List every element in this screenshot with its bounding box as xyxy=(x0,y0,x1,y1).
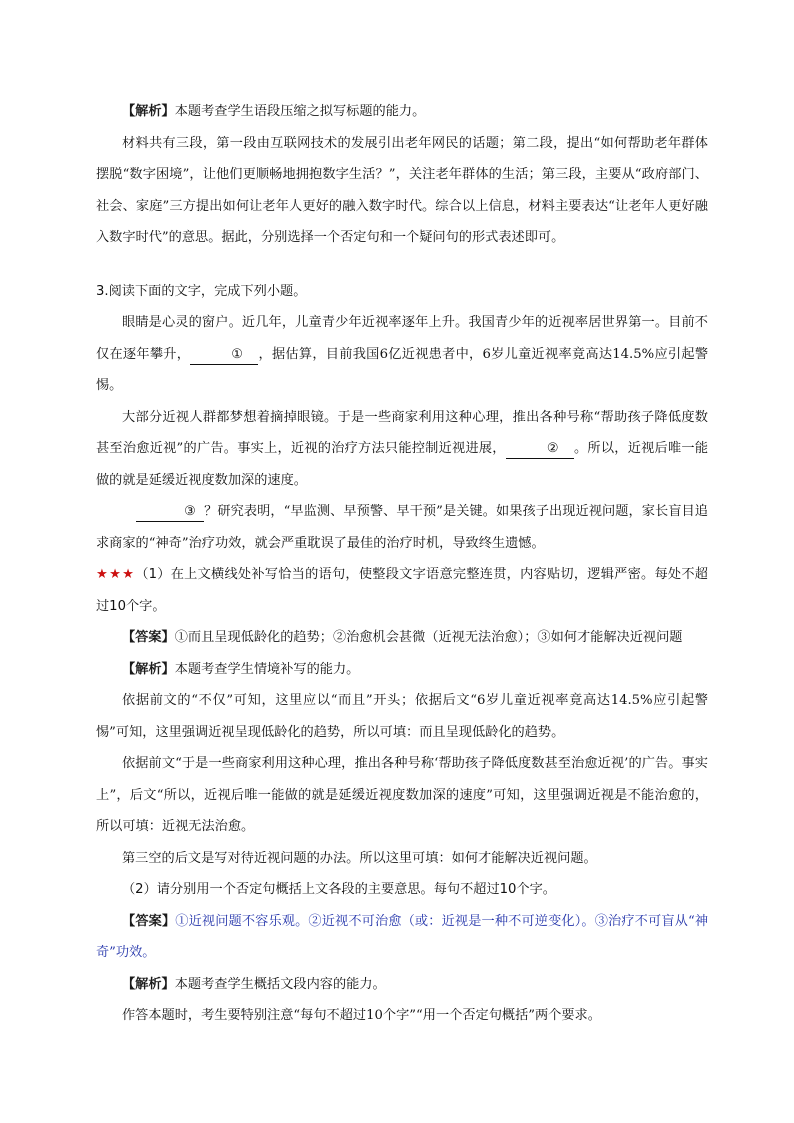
analysis-text: 本题考查学生情境补写的能力。 xyxy=(174,661,360,677)
analysis-text: 本题考查学生语段压缩之拟写标题的能力。 xyxy=(174,104,426,119)
material-summary-paragraph: 材料共有三段，第一段由互联网技术的发展引出老年网民的话题；第二段，提出“如何帮助老年群体摆脱“数字困境”，让他们更顺畅地拥抱数字生活？”，关注老年群体的生活；第三段，主要从“政府部门、社会、家庭”三方提出如何让老年人更好的融入数字时代。综合以上信息，材料主要表达“让老年人更好融入数字时代”的意思。据此，分别选择一个否定句和一个疑问句的形式表述即可。 xyxy=(96,135,708,245)
answer-tag: 【答案】 xyxy=(122,630,175,645)
answer-text: ①而且呈现低龄化的趋势；②治愈机会甚微（近视无法治愈）；③如何才能解决近视问题 xyxy=(174,630,683,645)
passage-text: ，据估算，目前我国6亿近视患者中，6岁儿童近视率竟高达14.5%应引起警惕。 xyxy=(96,346,709,393)
answer-tag: 【答案】 xyxy=(122,913,176,929)
analysis-paragraph xyxy=(96,96,708,128)
analysis-text: 本题考查学生概括文段内容的能力。 xyxy=(174,976,386,992)
sub-question-2-prompt: （2）请分别用一个否定句概括上文各段的主要意思。每句不超过10个字。 xyxy=(122,882,556,897)
explanation-paragraph-3: 第三空的后文是写对待近视问题的办法。所以这里可填：如何才能解决近视问题。 xyxy=(122,850,597,866)
passage-text: 。所以，近视后唯一能做的就是延缓近视度数加深的速度。 xyxy=(96,441,709,488)
analysis-tag: 【解析】 xyxy=(122,104,175,119)
passage-paragraph-3 xyxy=(96,496,708,559)
explanation-paragraph-2: 依据前文“于是一些商家利用这种心理，推出各种号称‘帮助孩子降低度数甚至治愈近视’的广告。事实上”，后文“所以，近视后唯一能做的就是延缓近视度数加深的速度”可知，这里强调近视是不能治愈的，所以可填：近视无法治愈。 xyxy=(96,756,708,834)
prompt-text: （1）在上文横线处补写恰当的语句，使整段文字语意完整连贯，内容贴切，逻辑严密。每处不超过10个字。 xyxy=(96,567,708,614)
sub-question-2-analysis xyxy=(96,969,708,1001)
sub-question-1-prompt xyxy=(96,559,708,622)
blank-1: ① xyxy=(190,346,258,365)
passage-text: ？研究表明，“早监测、早预警、早干预”是关键。如果孩子出现近视问题，家长盲目追求商家的“神奇”治疗功效，就会严重耽误了最佳的治疗时机，导致终生遗憾。 xyxy=(96,504,708,551)
passage-text: 大部分近视人群都梦想着摘掉眼镜。于是一些商家利用这种心理，推出各种号称“帮助孩子降低度数甚至治愈近视”的广告。事实上，近视的治疗方法只能控制近视进展， xyxy=(96,409,708,456)
analysis-tag: 【解析】 xyxy=(122,976,175,992)
difficulty-stars: ★★★ xyxy=(96,567,136,582)
analysis-tag: 【解析】 xyxy=(122,661,175,677)
question-3-heading: 3.阅读下面的文字，完成下列小题。 xyxy=(96,283,307,299)
explanation-paragraph-1: 依据前文的“不仅”可知，这里应以“而且”开头；依据后文“6岁儿童近视率竟高达14.5%应引起警惕”可知，这里强调近视呈现低龄化的趋势，所以可填：而且呈现低龄化的趋势。 xyxy=(96,693,708,740)
blank-2: ② xyxy=(506,440,574,459)
answer-text: ①近视问题不容乐观。②近视不可治愈（或：近视是一种不可逆变化）。③治疗不可盲从“神奇”功效。 xyxy=(96,913,709,960)
sub-question-1-analysis xyxy=(96,654,708,686)
blank-3: ③ xyxy=(136,503,204,522)
passage-paragraph-1 xyxy=(96,307,708,402)
passage-text: 眼睛是心灵的窗户。近几年，儿童青少年近视率逐年上升。我国青少年的近视率居世界第一。目前不仅在逐年攀升， xyxy=(96,315,708,362)
document-page xyxy=(96,96,708,1032)
sub-question-2-answer xyxy=(96,906,708,969)
sub-question-1-answer xyxy=(96,622,708,654)
explanation-paragraph-4: 作答本题时，考生要特别注意“每句不超过10个字”“用一个否定句概括”两个要求。 xyxy=(122,1008,601,1023)
passage-paragraph-2 xyxy=(96,402,708,497)
